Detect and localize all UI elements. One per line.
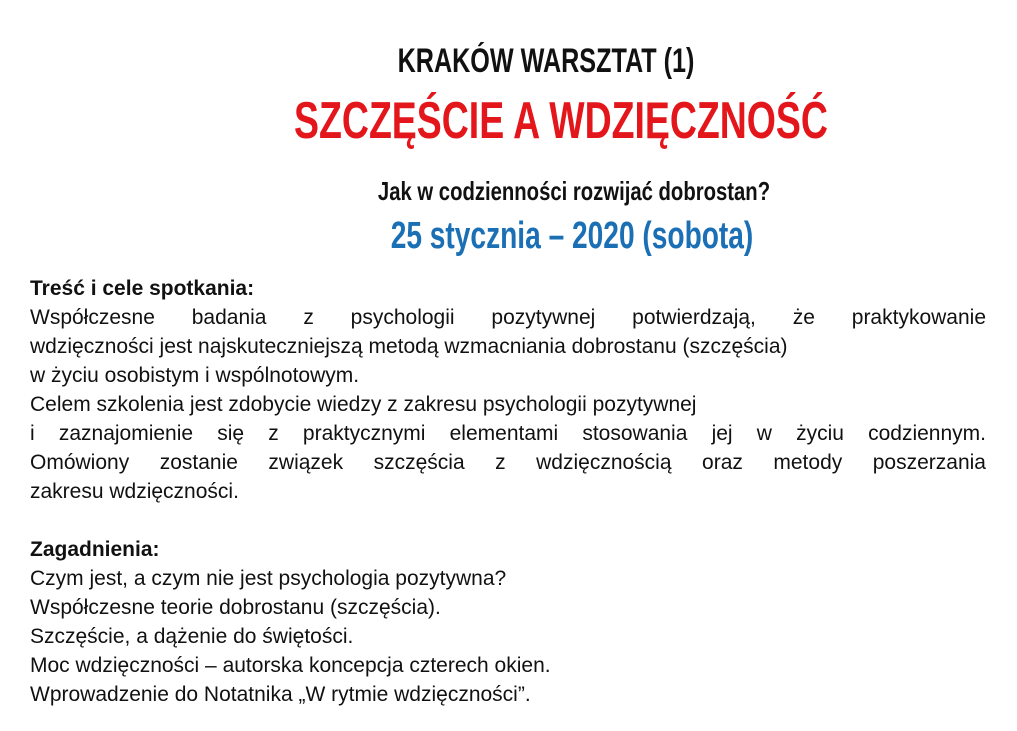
section-heading-topics: Zagadnienia: [30,538,160,561]
section-spacer [30,506,986,535]
content-body [30,274,986,709]
list-item: Moc wdzięczności – autorska koncepcja czterech okien. [30,654,551,677]
list-item: Szczęście, a dążenie do świętości. [30,625,354,648]
text-line: Omówiony zostanie związek szczęścia z wdzięcznością oraz metody poszerzania [30,451,986,474]
list-item: Czym jest, a czym nie jest psychologia pozytywna? [30,567,507,590]
text-line: wdzięczności jest najskuteczniejszą metodą wzmacniania dobrostanu (szczęścia) [30,335,788,358]
workshop-title: KRAKÓW WARSZTAT (1) [397,42,695,80]
text-line: i zaznajomienie się z praktycznymi elementami stosowania jej w życiu codziennym. [30,422,986,445]
subtitle: Jak w codzienności rozwijać dobrostan? [377,176,771,206]
topics-list [30,564,986,709]
section-heading-goals: Treść i cele spotkania: [30,277,255,300]
list-item: Wprowadzenie do Notatnika „W rytmie wdzięczności”. [30,683,531,706]
list-item: Współczesne teorie dobrostanu (szczęścia). [30,596,441,619]
text-line: zakresu wdzięczności. [30,480,239,503]
main-title: SZCZĘŚCIE A WDZIĘCZNOŚĆ [294,92,828,150]
event-date: 25 stycznia – 2020 (sobota) [390,215,754,257]
text-line: Współczesne badania z psychologii pozytywnej potwierdzają, że praktykowanie [30,306,986,329]
text-line: w życiu osobistym i wspólnotowym. [30,364,360,387]
text-line: Celem szkolenia jest zdobycie wiedzy z zakresu psychologii pozytywnej [30,393,697,416]
goals-paragraph [30,303,986,506]
